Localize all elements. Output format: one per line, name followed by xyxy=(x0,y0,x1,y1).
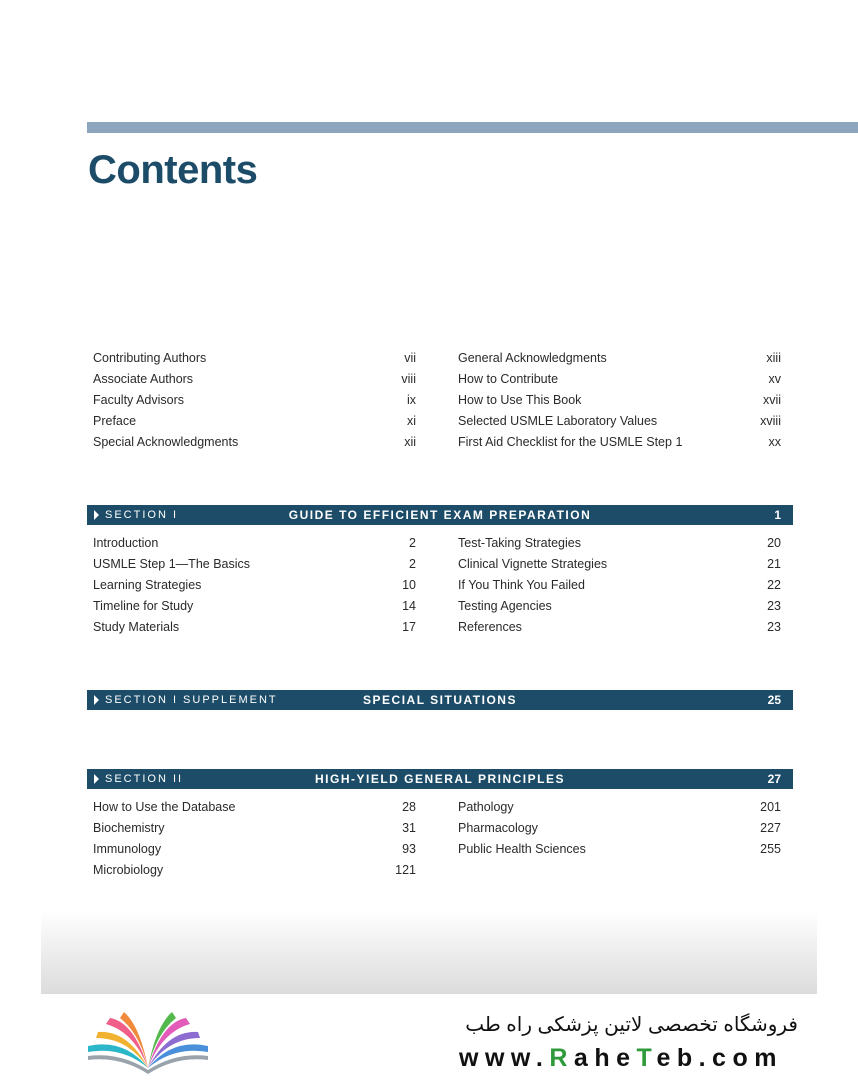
toc-entry[interactable] xyxy=(93,575,416,596)
toc-entry-label: Immunology xyxy=(93,842,162,856)
section-header-supplement[interactable] xyxy=(87,690,793,710)
url-prefix: www. xyxy=(459,1044,550,1072)
toc-entry-label: How to Contribute xyxy=(458,372,559,386)
section-1-right-column xyxy=(458,533,781,638)
toc-entry-page: 201 xyxy=(760,800,781,814)
toc-entry[interactable] xyxy=(458,575,781,596)
toc-entry-label: If You Think You Failed xyxy=(458,578,585,592)
toc-entry-page: 10 xyxy=(402,578,416,592)
toc-entry[interactable] xyxy=(93,596,416,617)
section-1-left-column xyxy=(93,533,416,638)
toc-entry-label: Timeline for Study xyxy=(93,599,194,613)
section-title: GUIDE TO EFFICIENT EXAM PREPARATION xyxy=(288,508,592,522)
toc-entry-label: Selected USMLE Laboratory Values xyxy=(458,414,658,428)
toc-entry-label: First Aid Checklist for the USMLE Step 1 xyxy=(458,435,683,449)
toc-entry-label: Pathology xyxy=(458,800,514,814)
toc-entry-page: xiii xyxy=(766,351,781,365)
toc-entry-label: Microbiology xyxy=(93,863,164,877)
toc-entry-label: Associate Authors xyxy=(93,372,194,386)
page-shadow xyxy=(41,912,817,994)
toc-entry[interactable] xyxy=(458,369,781,390)
section-page: 25 xyxy=(767,693,781,707)
toc-entry[interactable] xyxy=(93,839,416,860)
toc-entry[interactable] xyxy=(458,617,781,638)
toc-entry[interactable] xyxy=(458,348,781,369)
section-header-2[interactable] xyxy=(87,769,793,789)
toc-entry[interactable] xyxy=(458,596,781,617)
toc-entry-page: 2 xyxy=(409,557,416,571)
toc-entry[interactable] xyxy=(93,411,416,432)
url-highlight: T xyxy=(636,1044,657,1072)
toc-entry-label: Test-Taking Strategies xyxy=(458,536,581,550)
front-matter-right-column xyxy=(458,348,781,453)
toc-entry-page: 227 xyxy=(760,821,781,835)
toc-entry-label: Faculty Advisors xyxy=(93,393,185,407)
toc-entry-page: 20 xyxy=(767,536,781,550)
toc-entry[interactable] xyxy=(458,818,781,839)
toc-entry-page: 255 xyxy=(760,842,781,856)
front-matter-left-column xyxy=(93,348,416,453)
toc-entry-page: xv xyxy=(768,372,781,386)
toc-entry-page: xi xyxy=(406,414,416,428)
toc-entry-page: 2 xyxy=(409,536,416,550)
toc-entry[interactable] xyxy=(93,617,416,638)
open-book-logo-icon xyxy=(84,1008,212,1074)
toc-entry-label: Contributing Authors xyxy=(93,351,207,365)
toc-entry-page: 21 xyxy=(767,557,781,571)
toc-entry-page: 23 xyxy=(767,599,781,613)
toc-entry-page: xviii xyxy=(760,414,781,428)
toc-entry[interactable] xyxy=(93,533,416,554)
toc-entry[interactable] xyxy=(93,432,416,453)
toc-entry-page: 31 xyxy=(402,821,416,835)
toc-entry[interactable] xyxy=(458,554,781,575)
section-page: 27 xyxy=(767,772,781,786)
toc-entry-label: Study Materials xyxy=(93,620,180,634)
section-title: HIGH-YIELD GENERAL PRINCIPLES xyxy=(315,772,565,786)
toc-entry-page: 93 xyxy=(402,842,416,856)
toc-entry-label: Introduction xyxy=(93,536,159,550)
url-highlight: R xyxy=(549,1044,574,1072)
toc-entry-label: Preface xyxy=(93,414,137,428)
toc-entry-page: xvii xyxy=(762,393,781,407)
section-label: SECTION I SUPPLEMENT xyxy=(105,694,278,706)
toc-entry[interactable] xyxy=(458,411,781,432)
toc-entry[interactable] xyxy=(93,348,416,369)
store-name: فروشگاه تخصصی لاتین پزشکی راه طب xyxy=(465,1014,798,1036)
toc-entry-label: Learning Strategies xyxy=(93,578,202,592)
toc-entry[interactable] xyxy=(458,432,781,453)
toc-entry-label: Public Health Sciences xyxy=(458,842,586,856)
toc-entry-label: Biochemistry xyxy=(93,821,165,835)
toc-entry-page: 121 xyxy=(395,863,416,877)
section-page: 1 xyxy=(774,508,781,522)
toc-entry[interactable] xyxy=(458,533,781,554)
section-label: SECTION I xyxy=(105,509,179,521)
section-2-left-column xyxy=(93,797,416,881)
toc-entry-label: General Acknowledgments xyxy=(458,351,607,365)
toc-entry-page: xii xyxy=(404,435,416,449)
toc-entry-label: Pharmacology xyxy=(458,821,538,835)
toc-entry[interactable] xyxy=(458,839,781,860)
toc-entry[interactable] xyxy=(93,797,416,818)
toc-entry-label: USMLE Step 1—The Basics xyxy=(93,557,251,571)
toc-entry-label: How to Use This Book xyxy=(458,393,582,407)
toc-entry[interactable] xyxy=(93,554,416,575)
top-rule xyxy=(87,122,858,133)
toc-entry-page: 22 xyxy=(767,578,781,592)
section-title: SPECIAL SITUATIONS xyxy=(363,693,517,707)
toc-entry-label: Testing Agencies xyxy=(458,599,552,613)
toc-entry[interactable] xyxy=(93,818,416,839)
toc-entry-page: 17 xyxy=(402,620,416,634)
toc-entry[interactable] xyxy=(93,369,416,390)
toc-entry[interactable] xyxy=(458,797,781,818)
url-suffix: eb.com xyxy=(656,1044,783,1072)
toc-entry[interactable] xyxy=(93,390,416,411)
toc-entry-page: 14 xyxy=(402,599,416,613)
toc-entry[interactable] xyxy=(458,390,781,411)
toc-entry-page: xx xyxy=(768,435,781,449)
toc-entry-page: 28 xyxy=(402,800,416,814)
toc-entry-label: How to Use the Database xyxy=(93,800,236,814)
toc-entry-page: viii xyxy=(401,372,416,386)
toc-entry-label: References xyxy=(458,620,522,634)
toc-entry-label: Clinical Vignette Strategies xyxy=(458,557,608,571)
store-url[interactable] xyxy=(459,1044,783,1073)
toc-entry[interactable] xyxy=(93,860,416,881)
url-middle: ahe xyxy=(573,1044,637,1072)
section-2-right-column xyxy=(458,797,781,860)
toc-entry-page: ix xyxy=(406,393,416,407)
page-title: Contents xyxy=(88,148,258,192)
toc-entry-page: 23 xyxy=(767,620,781,634)
toc-entry-page: vii xyxy=(404,351,416,365)
section-label: SECTION II xyxy=(105,773,184,785)
section-header-1[interactable] xyxy=(87,505,793,525)
toc-entry-label: Special Acknowledgments xyxy=(93,435,239,449)
